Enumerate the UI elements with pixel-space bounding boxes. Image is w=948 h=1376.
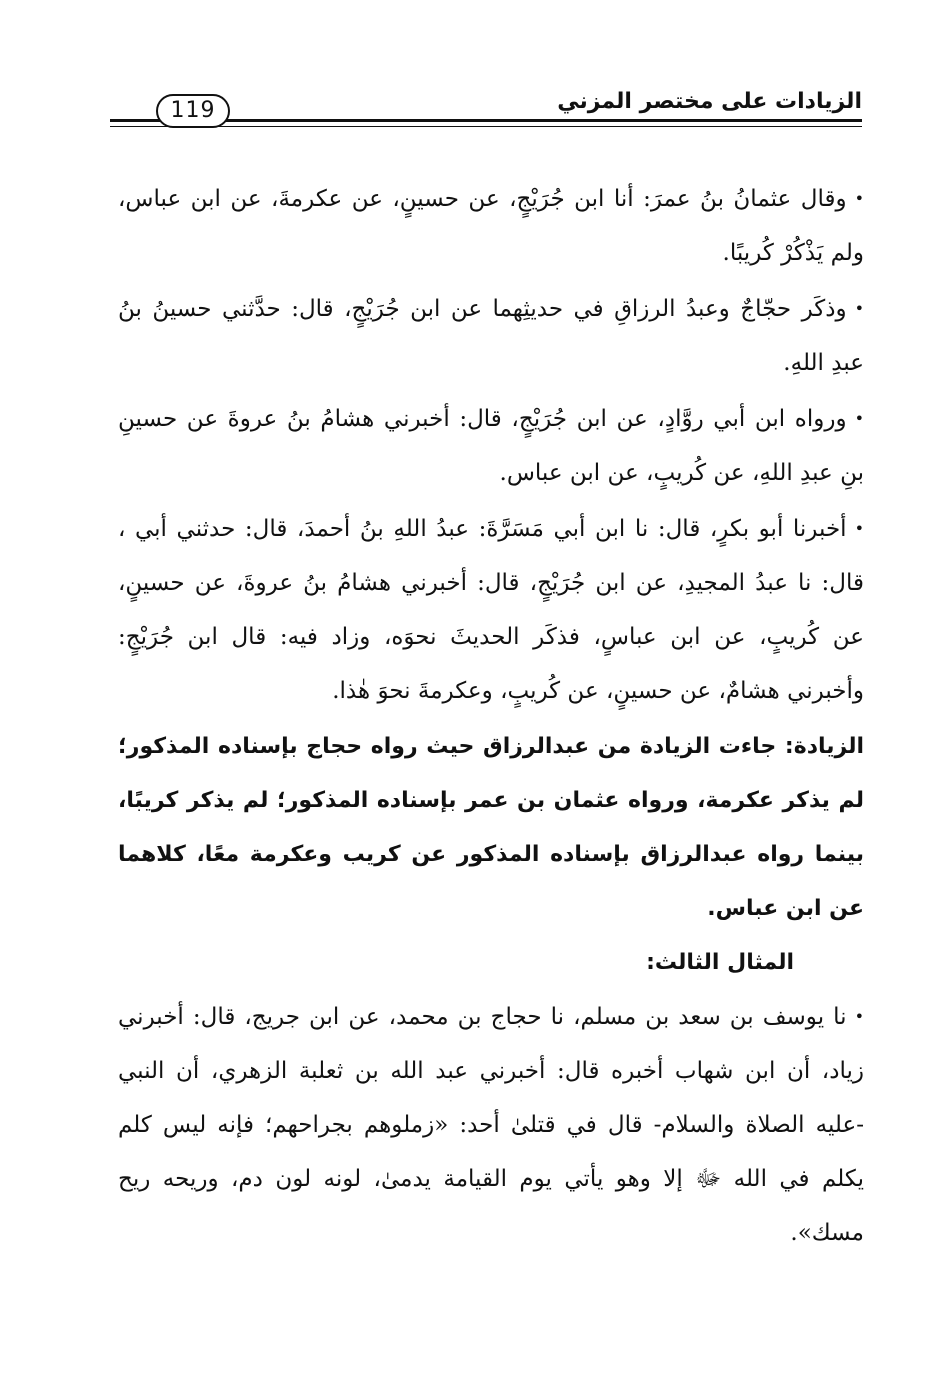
bullet-icon: • (854, 519, 864, 538)
header-rule-thin (110, 126, 862, 127)
paragraph-last (118, 990, 864, 1260)
paragraph-2-text: وذكَر حجّاجٌ وعبدُ الرزاقِ في حديثِهما عن ابن جُرَيْجٍ، قال: حدَّثني حسينُ بنُ عبدِ اللهِ. (118, 296, 864, 376)
bullet-icon: • (854, 1007, 864, 1026)
bullet-icon: • (854, 409, 864, 428)
paragraph-3-text: ورواه ابن أبي روَّادٍ، عن ابن جُرَيْجٍ، قال: أخبرني هشامُ بنُ عروةَ عن حسينِ بنِ عبدِ اللهِ، عن كُريبٍ، عن ابن عباس. (118, 406, 864, 486)
paragraph-2 (118, 282, 864, 390)
section-heading: المثال الثالث: (646, 950, 794, 975)
paragraph-1-text: وقال عثمانُ بنُ عمرَ: أنا ابن جُرَيْجٍ، عن حسينٍ، عن عكرمةَ، عن ابن عباس، ولم يَذْكُرْ كُريبًا. (118, 186, 864, 266)
ziyada-paragraph: الزيادة: جاءت الزيادة من عبدالرزاق حيث رواه حجاج بإسناده المذكور؛ لم يذكر عكرمة، ورواه عثمان بن عمر بإسناده المذكور؛ لم يذكر كريبًا، بينما رواه عبدالرزاق بإسناده المذكور عن كريب وعكرمة معًا، كلاهما عن ابن عباس. (118, 734, 864, 921)
running-header (110, 86, 862, 134)
bullet-icon: • (854, 299, 864, 318)
paragraph-1 (118, 172, 864, 280)
page-number-badge: 119 (156, 94, 230, 128)
paragraph-4-text: أخبرنا أبو بكرٍ، قال: نا ابن أبي مَسَرَّةَ: عبدُ اللهِ بنُ أحمدَ، قال: حدثني أبي ، قال: نا عبدُ المجيدِ، عن ابن جُرَيْجٍ، قال: أخبرني هشامُ بنُ عروةَ، عن حسينٍ، عن كُريبٍ، عن ابن عباسٍ، فذكَر الحديثَ نحوَه، وزاد فيه: قال ابن جُرَيْجٍ: وأخبرني هشامٌ، عن حسينٍ، عن كُريبٍ، وعكرمةَ نحوَ هٰذا. (118, 516, 864, 704)
page-body (118, 172, 864, 1260)
paragraph-last-text: نا يوسف بن سعد بن مسلم، نا حجاج بن محمد، عن ابن جريج، قال: أخبرني زياد، أن ابن شهاب أخبره قال: أخبرني عبد الله بن ثعلبة الزهري، أن النبي -عليه الصلاة والسلام- قال في قتلىٰ أحد: «زملوهم بجراحهم؛ فإنه ليس كلم يكلم في الله ﷻ إلا وهو يأتي يوم القيامة يدمىٰ، لونه لون دم، وريحه ريح مسك». (118, 1004, 864, 1246)
paragraph-3 (118, 392, 864, 500)
running-header-title: الزيادات على مختصر المزني (557, 89, 862, 114)
bullet-icon: • (854, 189, 864, 208)
paragraph-4 (118, 502, 864, 718)
